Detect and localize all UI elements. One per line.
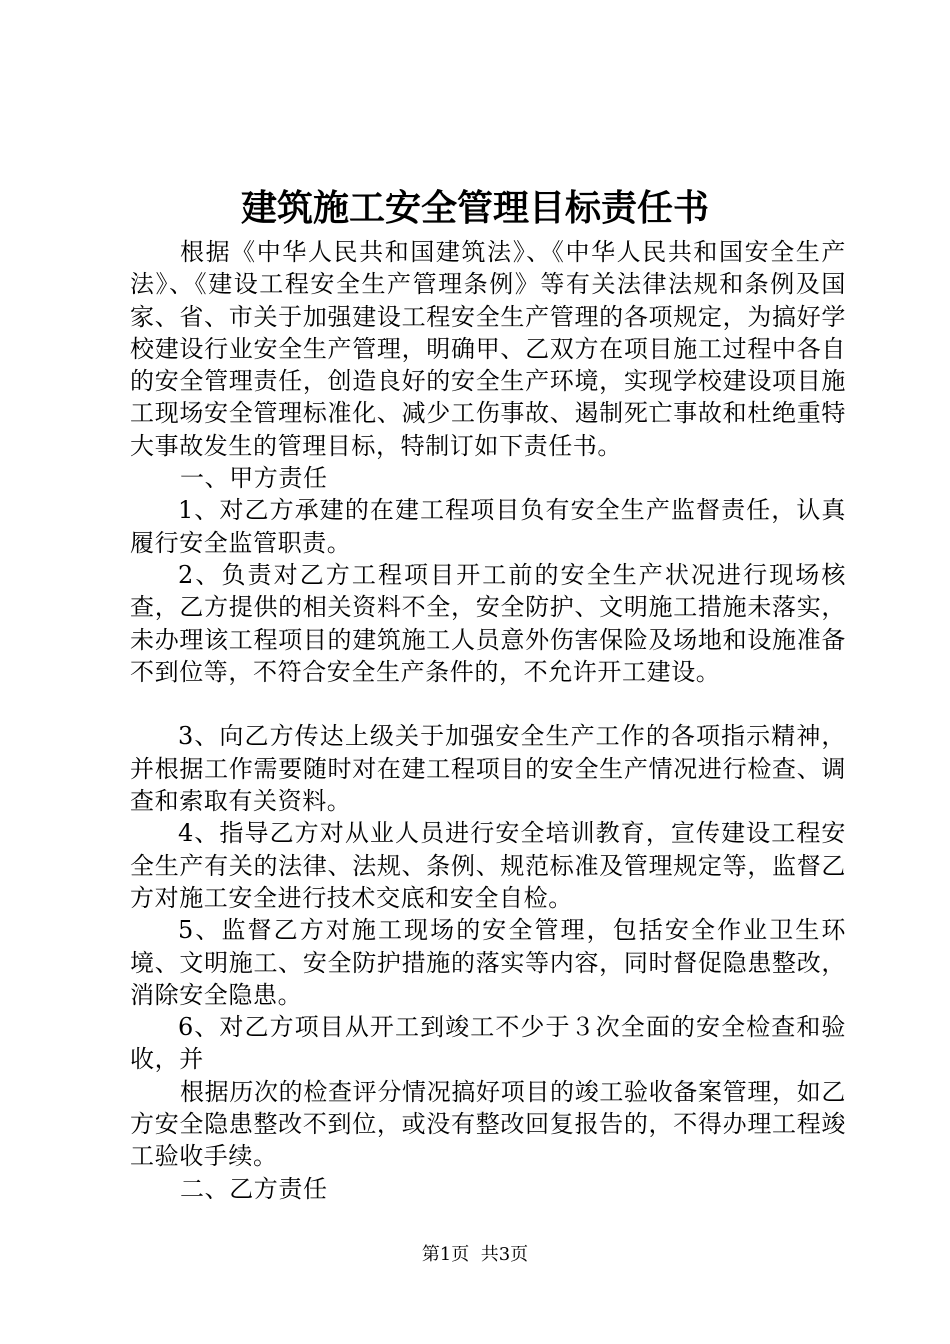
- section-heading-party-a: 一、甲方责任: [180, 464, 328, 493]
- paragraph-party-a-item-6: 6、对乙方项目从开工到竣工不少于３次全面的安全检查和验收，并: [130, 1013, 846, 1074]
- paragraph-party-a-item-5: 5、监督乙方对施工现场的安全管理，包括安全作业卫生环境、文明施工、安全防护措施的落实等内容，同时督促隐患整改，消除安全隐患。: [130, 916, 846, 1009]
- blank-line: [130, 688, 846, 720]
- section-heading-party-b: 二、乙方责任: [180, 1174, 328, 1203]
- document-title: 建筑施工安全管理目标责任书: [240, 187, 709, 229]
- page-number-label: 第1页 共3页: [421, 1244, 529, 1265]
- page-footer: [0, 1244, 950, 1266]
- document-body: [130, 236, 846, 1205]
- paragraph-party-a-item-3: 3、向乙方传达上级关于加强安全生产工作的各项指示精神，并根据工作需要随时对在建工程项目的安全生产情况进行检查、调查和索取有关资料。: [130, 722, 846, 816]
- paragraph-party-a-item-2: 2、负责对乙方工程项目开工前的安全生产状况进行现场核查，乙方提供的相关资料不全，安全防护、文明施工措施未落实，未办理该工程项目的建筑施工人员意外伤害保险及场地和设施准备不到位等，不符合安全生产条件的，不允许开工建设。: [130, 560, 846, 686]
- paragraph-party-a-item-1: 1、对乙方承建的在建工程项目负有安全生产监督责任，认真履行安全监管职责。: [130, 496, 846, 557]
- paragraph-preamble: 根据《中华人民共和国建筑法》、《中华人民共和国安全生产法》、《建设工程安全生产管理条例》等有关法律法规和条例及国家、省、市关于加强建设工程安全生产管理的各项规定，为搞好学校建设行业安全生产管理，明确甲、乙双方在项目施工过程中各自的安全管理责任，创造良好的安全生产环境，实现学校建设项目施工现场安全管理标准化、减少工伤事故、遏制死亡事故和杜绝重特大事故发生的管理目标，特制订如下责任书。: [130, 238, 846, 460]
- paragraph-party-a-item-6-continued: 根据历次的检查评分情况搞好项目的竣工验收备案管理，如乙方安全隐患整改不到位，或没有整改回复报告的，不得办理工程竣工验收手续。: [130, 1077, 846, 1171]
- paragraph-party-a-item-4: 4、指导乙方对从业人员进行安全培训教育，宣传建设工程安全生产有关的法律、法规、条例、规范标准及管理规定等，监督乙方对施工安全进行技术交底和安全自检。: [130, 819, 846, 912]
